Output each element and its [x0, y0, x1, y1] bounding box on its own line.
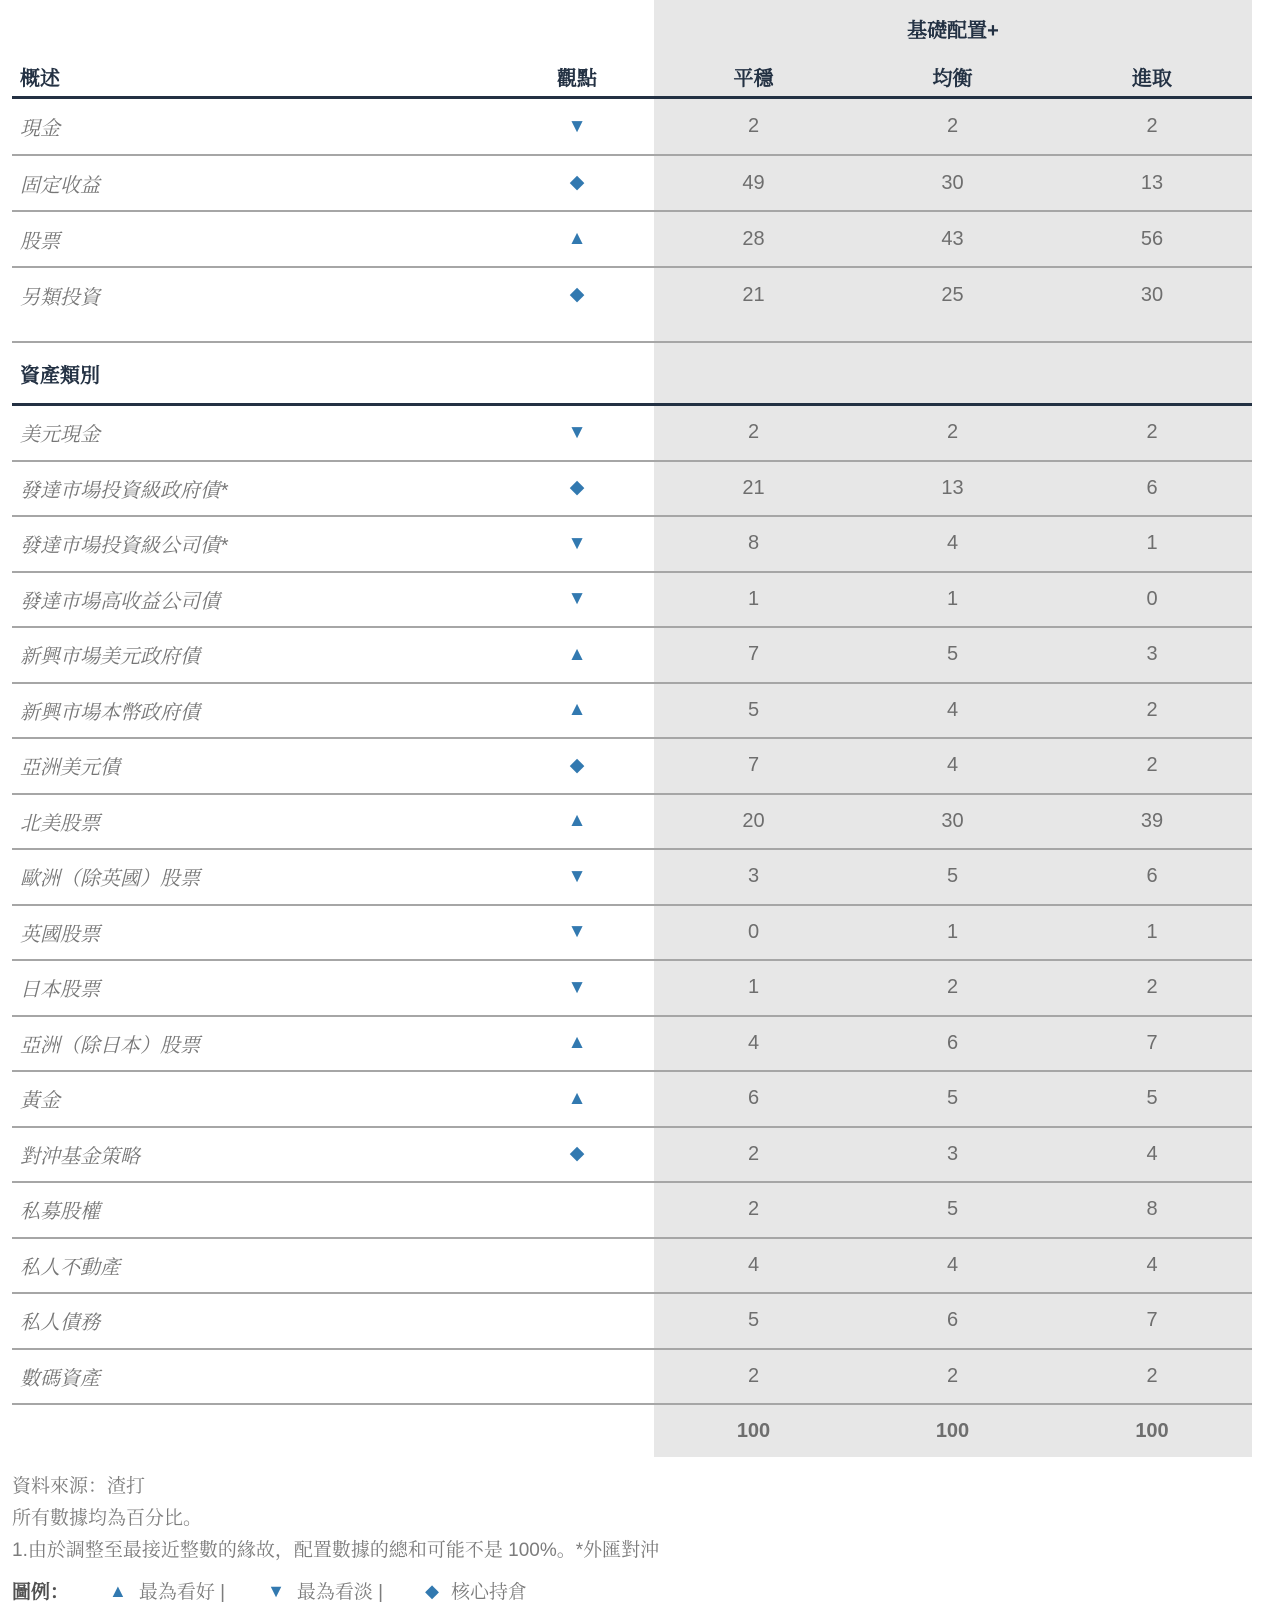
percent-note: 所有數據均為百分比。 — [12, 1508, 203, 1529]
value-aggressive: 7 — [1146, 1309, 1158, 1332]
value-balanced: 6 — [946, 1309, 959, 1332]
value-balanced: 2 — [946, 1364, 959, 1387]
value-balanced: 1 — [946, 587, 959, 610]
triangle-down-icon: ▼ — [567, 921, 587, 943]
value-aggressive: 13 — [1140, 171, 1164, 194]
source-note: 資料來源：渣打 — [12, 1476, 146, 1497]
value-aggressive: 6 — [1146, 476, 1158, 499]
group-header-title: 基礎配置+ — [907, 19, 999, 42]
value-aggressive: 2 — [1146, 115, 1158, 137]
value-balanced: 4 — [946, 754, 959, 777]
table-row — [12, 406, 1252, 462]
triangle-up-icon: ▲ — [567, 643, 587, 665]
value-balanced: 4 — [946, 698, 959, 721]
col-header-stable: 平穩 — [733, 67, 774, 90]
asset-label: 發達市場投資級公司債* — [20, 535, 228, 558]
table-row — [12, 517, 1252, 573]
diamond-icon: ◆ — [569, 477, 585, 499]
triangle-down-icon: ▼ — [567, 115, 587, 137]
value-balanced: 30 — [941, 809, 964, 832]
total-aggressive: 100 — [1135, 1419, 1169, 1442]
legend-item-bullish — [109, 1577, 225, 1604]
asset-label: 新興市場本幣政府債 — [20, 701, 200, 724]
footer — [12, 1471, 1262, 1604]
col-header-overview: 概述 — [20, 67, 60, 90]
asset-label: 私人債務 — [20, 1312, 100, 1335]
legend-item-bearish — [267, 1577, 383, 1604]
value-aggressive: 2 — [1146, 754, 1158, 777]
value-balanced: 1 — [946, 920, 959, 943]
value-aggressive: 0 — [1146, 587, 1158, 610]
value-stable: 20 — [742, 809, 765, 832]
col-header-balanced: 均衡 — [932, 67, 973, 90]
value-aggressive: 2 — [1146, 1364, 1158, 1387]
value-balanced: 3 — [946, 1142, 959, 1165]
value-stable: 1 — [747, 587, 760, 610]
table-row — [12, 628, 1252, 684]
value-balanced: 6 — [946, 1031, 959, 1054]
col-header-view: 觀點 — [557, 67, 597, 90]
asset-label: 黃金 — [20, 1090, 60, 1113]
legend-label: 圖例： — [12, 1582, 70, 1603]
value-aggressive: 39 — [1140, 809, 1164, 832]
asset-label: 發達市場高收益公司債 — [20, 590, 220, 613]
value-aggressive: 7 — [1146, 1031, 1158, 1054]
total-stable: 100 — [736, 1419, 771, 1442]
value-aggressive: 30 — [1140, 283, 1164, 306]
diamond-icon: ◆ — [569, 172, 585, 193]
value-stable: 7 — [747, 754, 760, 777]
value-stable: 49 — [742, 171, 765, 194]
value-aggressive: 4 — [1146, 1142, 1158, 1165]
value-balanced: 5 — [946, 1198, 959, 1221]
value-aggressive: 1 — [1146, 532, 1158, 555]
value-aggressive: 4 — [1146, 1253, 1158, 1276]
value-stable: 7 — [747, 643, 760, 666]
value-aggressive: 1 — [1146, 920, 1158, 943]
rounding-note: 1.由於調整至最接近整數的緣故，配置數據的總和可能不是 100%。*外匯對沖 — [12, 1540, 660, 1561]
table-row — [12, 961, 1252, 1017]
triangle-down-icon: ▼ — [567, 976, 587, 998]
table-row — [12, 1183, 1252, 1239]
table-row — [12, 573, 1252, 629]
value-aggressive: 2 — [1146, 976, 1158, 999]
value-stable: 2 — [747, 115, 760, 137]
value-aggressive: 56 — [1140, 227, 1164, 250]
triangle-down-icon: ▼ — [567, 532, 587, 554]
value-aggressive: 2 — [1146, 421, 1158, 444]
table-row — [12, 684, 1252, 740]
value-stable: 4 — [747, 1253, 760, 1276]
legend — [12, 1577, 1262, 1604]
asset-label: 美元現金 — [20, 424, 100, 447]
table-row — [12, 795, 1252, 851]
table-row — [12, 739, 1252, 795]
legend-item-label: 最為看好 | — [138, 1582, 226, 1603]
asset-label: 對沖基金策略 — [20, 1145, 140, 1168]
value-balanced: 2 — [946, 421, 959, 444]
column-gap — [622, 76, 654, 77]
allocation-table — [12, 0, 1252, 1457]
value-stable: 2 — [747, 1142, 760, 1165]
table-row — [12, 1350, 1252, 1406]
table-row — [12, 1072, 1252, 1128]
overview-section — [12, 99, 1252, 343]
triangle-up-icon: ▲ — [567, 1087, 587, 1109]
value-stable: 6 — [747, 1087, 760, 1110]
value-stable: 3 — [747, 865, 760, 888]
table-row — [12, 1294, 1252, 1350]
value-stable: 2 — [747, 1364, 760, 1387]
value-stable: 2 — [747, 1198, 760, 1221]
asset-label: 股票 — [20, 230, 60, 253]
value-stable: 8 — [747, 532, 760, 555]
diamond-icon: ◆ — [569, 284, 585, 305]
triangle-down-icon: ▼ — [267, 1580, 285, 1601]
value-stable: 2 — [747, 421, 760, 444]
value-balanced: 4 — [946, 1253, 959, 1276]
asset-label: 英國股票 — [20, 923, 100, 946]
table-row — [12, 1239, 1252, 1295]
triangle-up-icon: ▲ — [567, 228, 587, 249]
diamond-icon: ◆ — [569, 1143, 585, 1165]
value-balanced: 43 — [941, 227, 964, 250]
asset-label: 私人不動產 — [20, 1256, 120, 1279]
value-stable: 5 — [747, 1309, 760, 1332]
total-row — [12, 1405, 1252, 1457]
value-stable: 28 — [742, 227, 765, 250]
asset-label: 新興市場美元政府債 — [20, 646, 200, 669]
col-header-aggressive: 進取 — [1132, 67, 1172, 90]
diamond-icon: ◆ — [569, 754, 585, 776]
triangle-up-icon: ▲ — [567, 699, 587, 721]
value-aggressive: 8 — [1146, 1198, 1158, 1221]
table-row — [12, 1128, 1252, 1184]
value-stable: 0 — [747, 920, 760, 943]
triangle-down-icon: ▼ — [567, 865, 587, 887]
total-balanced: 100 — [935, 1419, 970, 1442]
group-header-row — [12, 0, 1252, 56]
legend-item-label: 核心持倉 — [450, 1582, 527, 1603]
value-stable: 21 — [742, 283, 765, 306]
value-balanced: 2 — [946, 976, 959, 999]
diamond-icon: ◆ — [425, 1580, 439, 1601]
asset-label: 日本股票 — [20, 979, 100, 1002]
value-balanced: 13 — [941, 476, 964, 499]
value-balanced: 5 — [946, 865, 959, 888]
table-row — [12, 462, 1252, 518]
value-stable: 21 — [742, 476, 765, 499]
section-header-row — [12, 343, 1252, 406]
value-balanced: 4 — [946, 532, 959, 555]
value-balanced: 25 — [941, 283, 964, 306]
value-aggressive: 5 — [1146, 1087, 1158, 1110]
table-row — [12, 850, 1252, 906]
value-aggressive: 2 — [1146, 698, 1158, 721]
table-row — [12, 268, 1252, 343]
value-balanced: 30 — [941, 171, 964, 194]
value-stable: 4 — [747, 1031, 760, 1054]
value-balanced: 2 — [946, 115, 959, 137]
table-row — [12, 906, 1252, 962]
legend-item-label: 最為看淡 | — [296, 1582, 384, 1603]
table-row — [12, 156, 1252, 212]
triangle-up-icon: ▲ — [567, 810, 587, 832]
asset-label: 另類投資 — [20, 286, 100, 309]
asset-label: 發達市場投資級政府債* — [20, 479, 228, 502]
asset-label: 數碼資產 — [20, 1367, 100, 1390]
asset-label: 亞洲（除日本）股票 — [20, 1034, 200, 1057]
section-header-title: 資產類別 — [20, 364, 100, 387]
value-aggressive: 3 — [1146, 643, 1158, 666]
asset-label: 亞洲美元債 — [20, 757, 120, 780]
table-row — [12, 99, 1252, 156]
asset-class-section — [12, 406, 1252, 1405]
asset-label: 私募股權 — [20, 1201, 100, 1224]
triangle-up-icon: ▲ — [567, 1032, 587, 1054]
asset-label: 現金 — [20, 118, 60, 140]
asset-label: 北美股票 — [20, 812, 100, 835]
value-stable: 5 — [747, 698, 760, 721]
table-row — [12, 1017, 1252, 1073]
value-balanced: 5 — [946, 1087, 959, 1110]
value-balanced: 5 — [946, 643, 959, 666]
table-row — [12, 212, 1252, 268]
value-aggressive: 6 — [1146, 865, 1158, 888]
column-header-row — [12, 56, 1252, 99]
value-stable: 1 — [747, 976, 760, 999]
legend-item-core — [425, 1577, 527, 1604]
triangle-down-icon: ▼ — [567, 588, 587, 610]
asset-label: 歐洲（除英國）股票 — [20, 868, 200, 891]
triangle-down-icon: ▼ — [567, 421, 587, 443]
asset-label: 固定收益 — [20, 174, 100, 197]
triangle-up-icon: ▲ — [109, 1580, 127, 1601]
